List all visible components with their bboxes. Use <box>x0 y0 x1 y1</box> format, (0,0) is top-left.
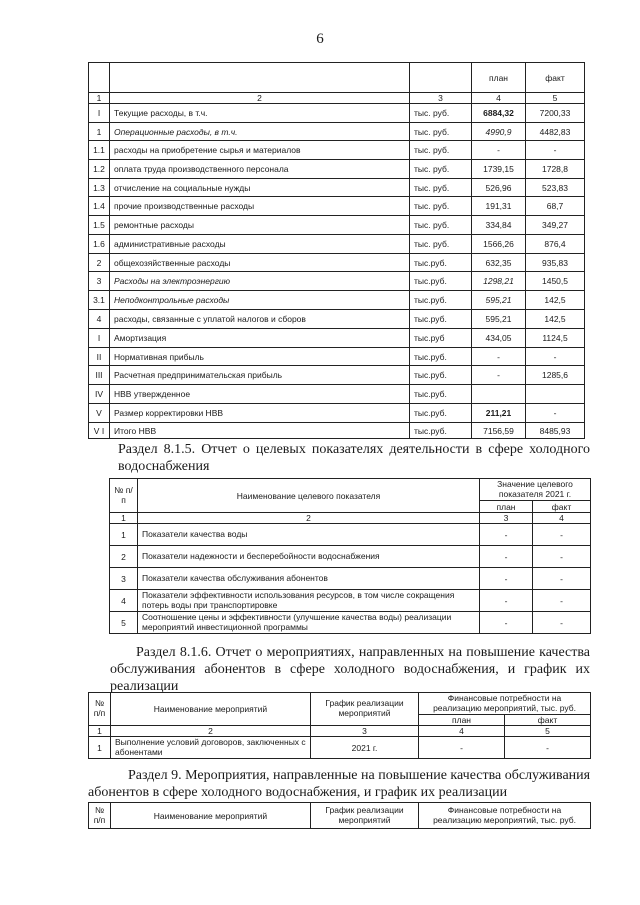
row-plan: 595,21 <box>472 310 526 329</box>
row-name: прочие производственные расходы <box>110 197 410 216</box>
row-name: ремонтные расходы <box>110 216 410 235</box>
measures-table: № п/п Наименование мероприятий График реализации мероприятий Финансовые потребности на реализацию мероприятий, тыс. руб. план факт 1 2 3 4 5 1 Выполнение условий договоров, заключенных с абонентами 2021 г. - - <box>88 692 591 759</box>
row-name: Операционные расходы, в т.ч. <box>110 123 410 141</box>
col-value-header: Значение целевого показателя 2021 г. <box>480 479 591 501</box>
row-plan: 6884,32 <box>472 104 526 123</box>
row-name: НВВ утвержденное <box>110 385 410 404</box>
row-unit: тыс.руб. <box>410 423 472 439</box>
row-plan: - <box>472 366 526 385</box>
plan-header: план <box>472 63 526 93</box>
row-plan: 334,84 <box>472 216 526 235</box>
row-unit: тыс. руб. <box>410 160 472 179</box>
row-number: 1.5 <box>89 216 110 235</box>
row-unit: тыс.руб. <box>410 310 472 329</box>
row-number: 3 <box>110 568 138 590</box>
row-name: отчисление на социальные нужды <box>110 179 410 197</box>
row-fact: - <box>533 568 591 590</box>
row-number: II <box>89 348 110 366</box>
row-number: 4 <box>110 590 138 612</box>
row-name: Расходы на электроэнергию <box>110 272 410 291</box>
row-fact: - <box>526 348 585 366</box>
col-name-header: Наименование мероприятий <box>111 693 311 726</box>
section-9-heading: Раздел 9. Мероприятия, направленные на повышение качества обслуживания абонентов в сфере холодного водоснабжения, и график их реализации <box>88 768 591 800</box>
row-fact: 1285,6 <box>526 366 585 385</box>
page-number: 6 <box>316 31 324 47</box>
row-fact: - <box>533 590 591 612</box>
row-name: оплата труда производственного персонала <box>110 160 410 179</box>
row-plan: 211,21 <box>472 404 526 423</box>
row-name: Выполнение условий договоров, заключенных с абонентами <box>111 737 311 759</box>
table-row <box>89 329 585 348</box>
row-number: 3 <box>89 272 110 291</box>
table-row <box>89 404 585 423</box>
row-name: административные расходы <box>110 235 410 254</box>
col-no-header: № п/п <box>110 479 138 513</box>
table-row <box>89 423 585 439</box>
row-plan: - <box>472 348 526 366</box>
row-name: Размер корректировки НВВ <box>110 404 410 423</box>
row-plan: 632,35 <box>472 254 526 272</box>
table-row <box>89 385 585 404</box>
row-unit: тыс.руб. <box>410 348 472 366</box>
table-row <box>89 272 585 291</box>
row-name: Нормативная прибыль <box>110 348 410 366</box>
row-unit: тыс.руб. <box>410 385 472 404</box>
row-name: Амортизация <box>110 329 410 348</box>
row-unit: тыс. руб. <box>410 104 472 123</box>
row-plan: - <box>419 737 505 759</box>
table-row <box>89 179 585 197</box>
row-unit: тыс.руб. <box>410 404 472 423</box>
row-unit: тыс.руб <box>410 329 472 348</box>
row-name: Показатели надежности и бесперебойности водоснабжения <box>138 546 480 568</box>
row-fact: - <box>533 612 591 634</box>
expenses-table <box>88 62 585 439</box>
column-numbers-row: 1 2 3 4 5 <box>89 93 585 104</box>
row-unit: тыс. руб. <box>410 197 472 216</box>
row-name: Показатели качества воды <box>138 524 480 546</box>
table-row <box>110 524 591 546</box>
row-number: 1 <box>110 524 138 546</box>
row-fact: - <box>526 141 585 160</box>
row-unit: тыс. руб. <box>410 123 472 141</box>
section-8-1-5-heading: Раздел 8.1.5. Отчет о целевых показателях деятельности в сфере холодного водоснабжения <box>118 442 590 474</box>
row-fact: 523,83 <box>526 179 585 197</box>
row-plan: - <box>480 590 533 612</box>
table-row <box>89 141 585 160</box>
row-name: расходы на приобретение сырья и материалов <box>110 141 410 160</box>
row-name: общехозяйственные расходы <box>110 254 410 272</box>
table-row <box>89 216 585 235</box>
table-row <box>110 568 591 590</box>
col-finance-header: Финансовые потребности на реализацию мероприятий, тыс. руб. <box>419 693 591 715</box>
row-fact: 68,7 <box>526 197 585 216</box>
row-name: расходы, связанные с уплатой налогов и сборов <box>110 310 410 329</box>
row-number: 2 <box>89 254 110 272</box>
table-row <box>89 366 585 385</box>
table-row <box>89 123 585 141</box>
row-number: V I <box>89 423 110 439</box>
row-plan: - <box>480 524 533 546</box>
row-unit: тыс. руб. <box>410 216 472 235</box>
row-number: 1 <box>89 737 111 759</box>
row-fact: 935,83 <box>526 254 585 272</box>
row-fact: 4482,83 <box>526 123 585 141</box>
row-fact: - <box>533 546 591 568</box>
row-plan: 526,96 <box>472 179 526 197</box>
row-fact: 876,4 <box>526 235 585 254</box>
row-unit: тыс. руб. <box>410 141 472 160</box>
table-row <box>89 160 585 179</box>
row-plan: - <box>472 141 526 160</box>
row-number: 1.6 <box>89 235 110 254</box>
row-number: 2 <box>110 546 138 568</box>
row-fact: 8485,93 <box>526 423 585 439</box>
row-name: Показатели эффективности использования ресурсов, в том числе сокращения потерь воды при транспортировке <box>138 590 480 612</box>
table-row <box>89 291 585 310</box>
table-row <box>89 197 585 216</box>
row-name: Итого НВВ <box>110 423 410 439</box>
row-name: Неподконтрольные расходы <box>110 291 410 310</box>
row-name: Соотношение цены и эффективности (улучшение качества воды) реализации мероприятий инвестиционной программы <box>138 612 480 634</box>
row-fact: 142,5 <box>526 310 585 329</box>
row-number: I <box>89 329 110 348</box>
row-plan: 191,31 <box>472 197 526 216</box>
row-name: Показатели качества обслуживания абонентов <box>138 568 480 590</box>
col-no-header: № п/п <box>89 803 111 829</box>
col-no-header: № п/п <box>89 693 111 726</box>
row-plan: 1298,21 <box>472 272 526 291</box>
row-unit: тыс.руб. <box>410 272 472 291</box>
row-unit: тыс.руб. <box>410 291 472 310</box>
table-row <box>89 104 585 123</box>
row-number: 3.1 <box>89 291 110 310</box>
row-unit: тыс.руб. <box>410 254 472 272</box>
col-name-header: Наименование целевого показателя <box>138 479 480 513</box>
row-fact: 1450,5 <box>526 272 585 291</box>
col-schedule-header: График реализации мероприятий <box>311 693 419 726</box>
row-plan <box>472 385 526 404</box>
table-row <box>89 310 585 329</box>
row-name: Текущие расходы, в т.ч. <box>110 104 410 123</box>
table-row <box>89 254 585 272</box>
fact-header: факт <box>526 63 585 93</box>
section-8-1-6-heading: Раздел 8.1.6. Отчет о мероприятиях, направленных на повышение качества обслуживания абонентов в сфере холодного водоснабжения, и график их реализации <box>110 645 590 694</box>
row-number: III <box>89 366 110 385</box>
row-name: Расчетная предпринимательская прибыль <box>110 366 410 385</box>
row-plan: - <box>480 568 533 590</box>
table-row <box>110 612 591 634</box>
row-fact: 1124,5 <box>526 329 585 348</box>
row-unit: тыс.руб. <box>410 366 472 385</box>
table-row <box>89 235 585 254</box>
table-row <box>110 590 591 612</box>
row-fact: 7200,33 <box>526 104 585 123</box>
row-number: 4 <box>89 310 110 329</box>
row-number: 1.2 <box>89 160 110 179</box>
col-finance-header: Финансовые потребности на реализацию мероприятий, тыс. руб. <box>419 803 591 829</box>
table-row <box>89 348 585 366</box>
row-plan: 7156,59 <box>472 423 526 439</box>
row-unit: тыс. руб. <box>410 235 472 254</box>
row-plan: 4990,9 <box>472 123 526 141</box>
row-plan: 1566,26 <box>472 235 526 254</box>
col-schedule-header: График реализации мероприятий <box>311 803 419 829</box>
row-number: V <box>89 404 110 423</box>
col-name-header: Наименование мероприятий <box>111 803 311 829</box>
row-fact: - <box>533 524 591 546</box>
row-fact: 1728,8 <box>526 160 585 179</box>
row-plan: 595,21 <box>472 291 526 310</box>
row-fact: 349,27 <box>526 216 585 235</box>
row-fact: - <box>505 737 591 759</box>
row-plan: 434,05 <box>472 329 526 348</box>
row-number: 1 <box>89 123 110 141</box>
row-number: IV <box>89 385 110 404</box>
row-plan: 1739,15 <box>472 160 526 179</box>
expenses-table-body <box>89 104 585 439</box>
table-row <box>110 546 591 568</box>
row-plan: - <box>480 612 533 634</box>
table-row <box>89 737 591 759</box>
row-number: 5 <box>110 612 138 634</box>
target-indicators-body <box>110 524 591 634</box>
row-fact: - <box>526 404 585 423</box>
row-number: 1.3 <box>89 179 110 197</box>
row-fact <box>526 385 585 404</box>
measures-body <box>89 737 591 759</box>
row-unit: тыс. руб. <box>410 179 472 197</box>
row-number: 1.4 <box>89 197 110 216</box>
row-number: I <box>89 104 110 123</box>
table-header-row <box>89 63 585 93</box>
section-9-table <box>88 802 591 829</box>
row-schedule: 2021 г. <box>311 737 419 759</box>
row-number: 1.1 <box>89 141 110 160</box>
target-indicators-table: № п/п Наименование целевого показателя Значение целевого показателя 2021 г. план факт 1 2 3 4 1 Показатели качества воды - - 2 Показатели надежности и бесперебойности водоснабжения - - 3 Показатели качества обслуживания абонентов - - 4 Показатели эффективности использования ресурсов, в том числе сокращения потерь воды при транспортировке - - 5 Соотношение цены и эффективности (улучшение качества воды) реализации мероприятий инвестиционной программы - - <box>109 478 591 634</box>
row-plan: - <box>480 546 533 568</box>
row-fact: 142,5 <box>526 291 585 310</box>
